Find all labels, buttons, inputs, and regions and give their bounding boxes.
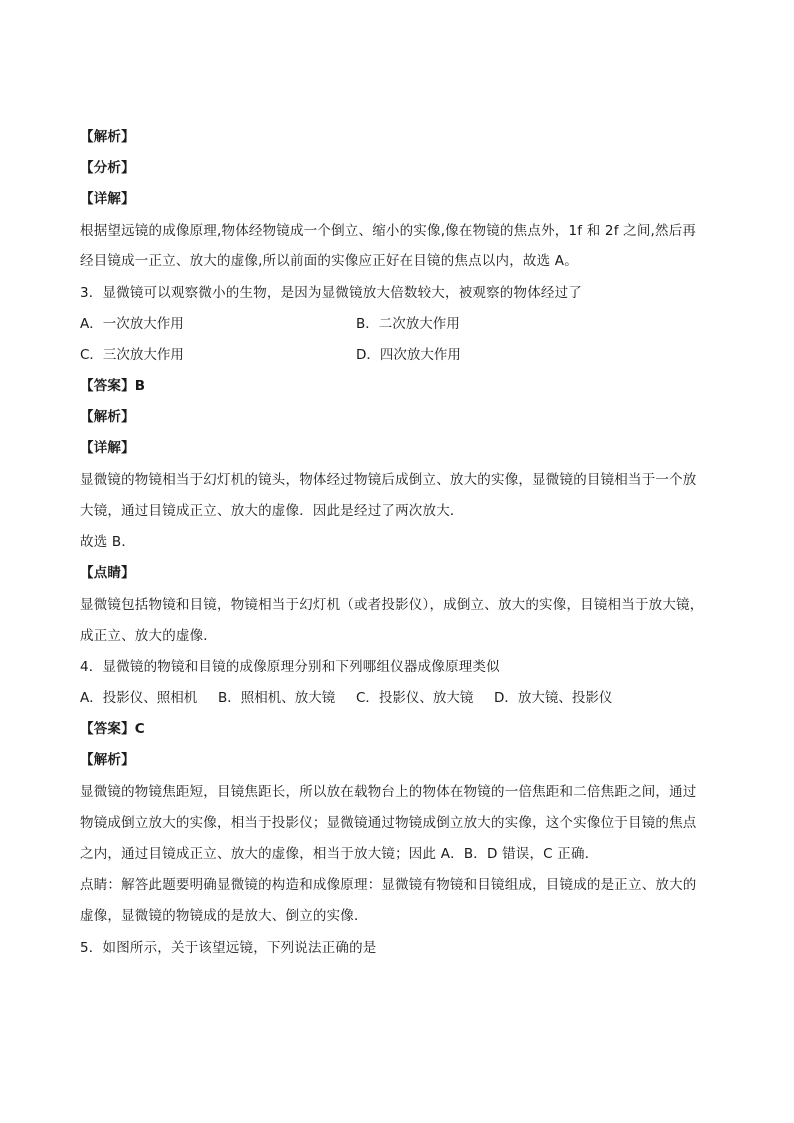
answer-label: 【答案】C: [80, 721, 145, 737]
jiexi-heading: 【解析】: [80, 409, 135, 425]
option-c: C．三次放大作用: [80, 347, 184, 363]
answer-label: 【答案】B: [80, 378, 146, 394]
paragraph-line: 故选 B．: [80, 534, 136, 550]
option-d: D．放大镜、投影仪: [494, 690, 613, 706]
option-b: B．二次放大作用: [356, 316, 460, 332]
xiangjie-heading: 【详解】: [80, 440, 135, 456]
paragraph-line: 显微镜的物镜焦距短，目镜焦距长，所以放在载物台上的物体在物镜的一倍焦距和二倍焦距之间，通过: [80, 784, 697, 800]
paragraph-line: 成正立、放大的虚像．: [80, 628, 217, 644]
paragraph-line: 之内，通过目镜成正立、放大的虚像，相当于放大镜；因此 A．B．D 错误，C 正确．: [80, 846, 599, 862]
paragraph-line: 大镜，通过目镜成正立、放大的虚像．因此是经过了两次放大．: [80, 503, 464, 519]
paragraph-line: 经目镜成一正立、放大的虚像,所以前面的实像应正好在目镜的焦点以内，故选 A。: [80, 253, 578, 269]
question-5: 5．如图所示，关于该望远镜，下列说法正确的是: [80, 940, 377, 956]
jiexi-heading: 【解析】: [80, 752, 135, 768]
option-a: A．投影仪、照相机: [80, 690, 198, 706]
question-3: 3．显微镜可以观察微小的生物，是因为显微镜放大倍数较大，被观察的物体经过了: [80, 285, 582, 301]
option-d: D．四次放大作用: [356, 347, 461, 363]
option-b: B．照相机、放大镜: [218, 690, 336, 706]
paragraph-line: 显微镜包括物镜和目镜，物镜相当于幻灯机（或者投影仪），成倒立、放大的实像，目镜相当于放大镜，: [80, 597, 704, 613]
dianjing-heading: 【点睛】: [80, 565, 135, 581]
paragraph-line: 物镜成倒立放大的实像，相当于投影仪；显微镜通过物镜成倒立放大的实像，这个实像位于目镜的焦点: [80, 815, 697, 831]
question-4: 4．显微镜的物镜和目镜的成像原理分别和下列哪组仪器成像原理类似: [80, 659, 500, 675]
jiexi-heading: 【解析】: [80, 129, 135, 145]
option-c: C．投影仪、放大镜: [356, 690, 474, 706]
paragraph-line: 根据望远镜的成像原理,物体经物镜成一个倒立、缩小的实像,像在物镜的焦点外，1f 和 2f 之间,然后再: [80, 223, 697, 239]
dianjing-note: 点睛：解答此题要明确显微镜的构造和成像原理：显微镜有物镜和目镜组成，目镜成的是正立、放大的: [80, 877, 697, 893]
option-a: A．一次放大作用: [80, 316, 184, 332]
paragraph-line: 虚像，显微镜的物镜成的是放大、倒立的实像．: [80, 908, 368, 924]
xiangjie-heading: 【详解】: [80, 191, 135, 207]
paragraph-line: 显微镜的物镜相当于幻灯机的镜头，物体经过物镜后成倒立、放大的实像，显微镜的目镜相当于一个放: [80, 472, 697, 488]
fenxi-heading: 【分析】: [80, 160, 135, 176]
